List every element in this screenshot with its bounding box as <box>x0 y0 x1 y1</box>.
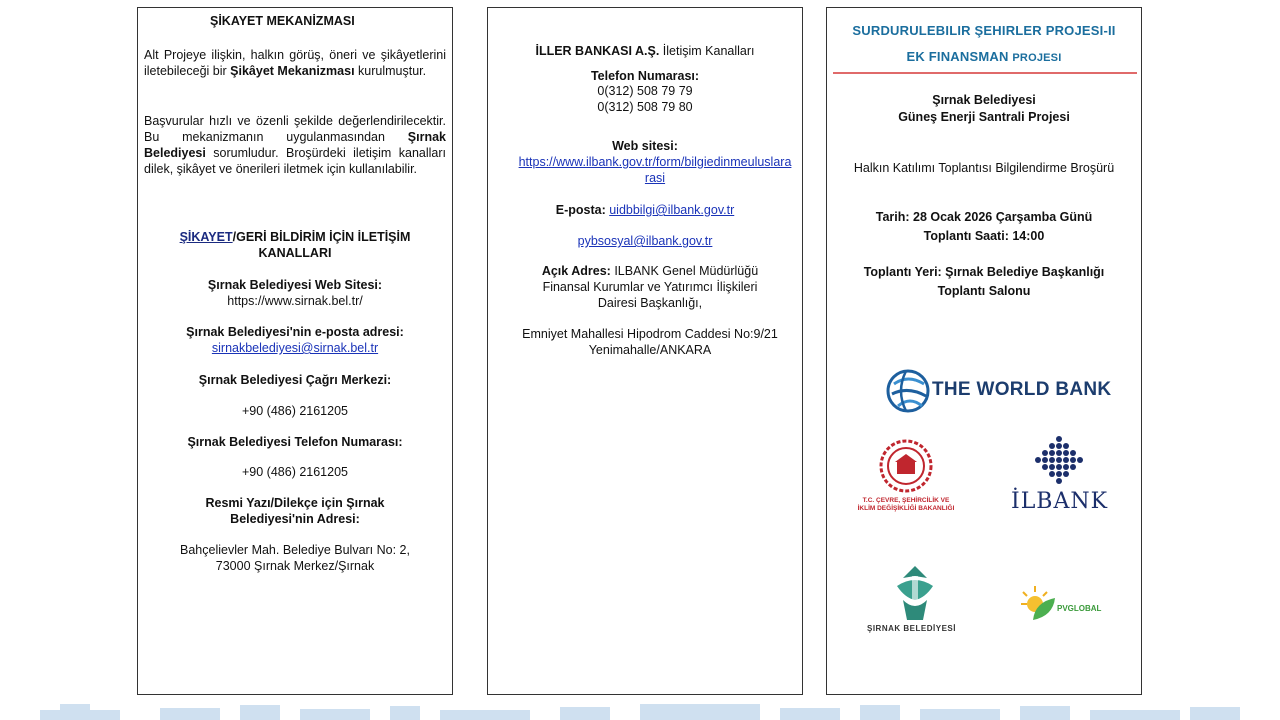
address-label: Resmi Yazı/Dilekçe için Şırnak Belediyesi'nin Adresi: <box>205 496 385 526</box>
email-label: Şırnak Belediyesi'nin e-posta adresi: <box>186 325 404 339</box>
website-link[interactable]: https://www.ilbank.gov.tr/form/bilgiedinmeuluslararasi <box>518 155 792 185</box>
pvglobal-logo: PVGLOBAL <box>1019 582 1129 632</box>
title-divider <box>833 72 1137 74</box>
project-subtitle: EK FINANSMAN PROJESI <box>906 49 1062 64</box>
contact-channels-heading: ŞİKAYET/GERİ BİLDİRİM İÇİN İLETİŞİM KANALLARI <box>179 230 411 260</box>
web-label: Şırnak Belediyesi Web Sitesi: <box>207 278 383 292</box>
sirnak-municipality-logo: ŞIRNAK BELEDİYESİ <box>857 564 977 636</box>
call-center-value: +90 (486) 2161205 <box>242 404 348 418</box>
ministry-logo <box>841 438 971 518</box>
intro-paragraph: Alt Projeye ilişkin, halkın görüş, öneri ve şikâyetlerini iletebileceği bir Şikâyet Mekanizması kurulmuştur. <box>144 48 446 78</box>
complaint-mechanism-panel <box>137 7 453 695</box>
responsibility-paragraph: Başvurular hızlı ve özenli şekilde değerlendirilecektir. Bu mekanizmanın uygulanmasından Şırnak Belediyesi sorumludur. Broşürdeki iletişim kanalları dilek, şikâyet ve önerileri iletmek için kullanılabilir. <box>144 114 446 176</box>
phone-label: Telefon Numarası: <box>590 69 700 83</box>
email-link[interactable]: sirnakbelediyesi@sirnak.bel.tr <box>211 341 379 355</box>
ilbank-logo: İLBANK <box>1005 433 1115 518</box>
world-bank-logo: THE WORLD BANK <box>884 366 1104 418</box>
email-link-1[interactable]: uidbbilgi@ilbank.gov.tr <box>609 203 735 217</box>
meeting-date: Tarih: 28 Ocak 2026 Çarşamba Günü <box>875 210 1093 224</box>
project-cover-panel <box>826 7 1142 695</box>
ilbank-dots-icon <box>1031 435 1087 485</box>
city-skyline-decoration <box>40 700 1240 720</box>
organization: Şırnak Belediyesi <box>932 93 1036 107</box>
web-value[interactable]: https://www.sirnak.bel.tr/ <box>227 294 363 308</box>
project-name: Güneş Enerji Santrali Projesi <box>898 110 1070 124</box>
sun-leaf-icon <box>1019 584 1059 624</box>
call-center-label: Şırnak Belediyesi Çağrı Merkezi: <box>198 373 392 387</box>
meeting-time: Toplantı Saati: 14:00 <box>923 229 1045 243</box>
phone-2: 0(312) 508 79 80 <box>597 100 693 114</box>
phone-value: +90 (486) 2161205 <box>242 465 348 479</box>
ministry-name: T.C. ÇEVRE, ŞEHİRCİLİK VE İKLİM DEĞİŞİKLİĞİ BAKANLIĞI <box>857 497 955 512</box>
phone-1: 0(312) 508 79 79 <box>597 84 693 98</box>
address-block: Açık Adres: ILBANK Genel Müdürlüğü Finansal Kurumlar ve Yatırımcı İlişkileri Dairesi Başkanlığı, <box>541 264 759 310</box>
brochure-title: Halkın Katılımı Toplantısı Bilgilendirme Broşürü <box>853 161 1115 175</box>
panel-title: ŞİKAYET MEKANİZMASI <box>210 14 355 28</box>
panel-title: İLLER BANKASI A.Ş. İletişim Kanalları <box>535 44 755 58</box>
ministry-emblem-icon <box>878 438 934 494</box>
meeting-place-2: Toplantı Salonu <box>937 284 1031 298</box>
project-title: SURDURULEBILIR ŞEHIRLER PROJESI-II <box>852 23 1116 38</box>
website-label: Web sitesi: <box>612 139 678 153</box>
email-link-2[interactable]: pybsosyal@ilbank.gov.tr <box>577 234 713 248</box>
address-line-2: Emniyet Mahallesi Hipodrom Caddesi No:9/21 Yenimahalle/ANKARA <box>522 327 778 357</box>
meeting-place-1: Toplantı Yeri: Şırnak Belediye Başkanlığı <box>863 265 1105 279</box>
phone-label: Şırnak Belediyesi Telefon Numarası: <box>187 435 403 449</box>
globe-icon <box>884 366 932 416</box>
sirnak-emblem-icon <box>885 564 945 622</box>
ilbank-contact-panel <box>487 7 803 695</box>
address-value: Bahçelievler Mah. Belediye Bulvarı No: 2, 73000 Şırnak Merkez/Şırnak <box>180 543 410 573</box>
email-row: E-posta: uidbbilgi@ilbank.gov.tr <box>555 203 735 217</box>
